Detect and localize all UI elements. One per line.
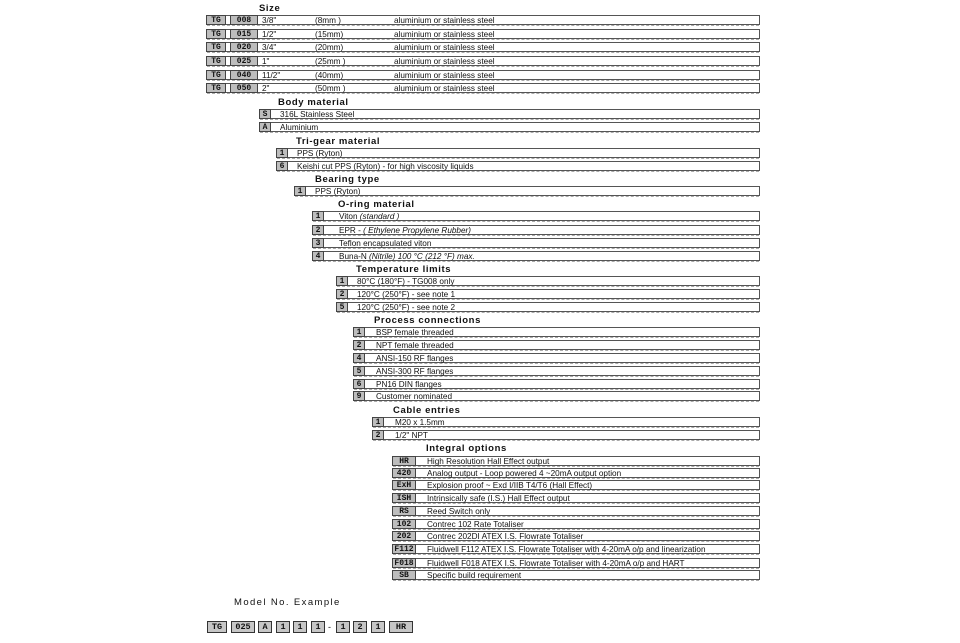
option-text bbox=[376, 392, 452, 401]
example-code-box: TG bbox=[207, 621, 227, 633]
trigear-material-row bbox=[276, 161, 760, 171]
cable-entries-heading: Cable entries bbox=[393, 405, 461, 416]
option-text bbox=[376, 367, 453, 376]
integral-options-row bbox=[392, 570, 760, 580]
option-code: 1 bbox=[312, 211, 324, 221]
option-label: High Resolution Hall Effect output bbox=[427, 457, 550, 466]
option-label: ANSI-300 RF flanges bbox=[376, 367, 454, 376]
option-code: ISH bbox=[392, 493, 416, 503]
size-mm: (50mm ) bbox=[315, 84, 346, 93]
oring-material-row bbox=[312, 251, 760, 261]
option-code: A bbox=[259, 122, 271, 132]
option-label: 80°C (180°F) - TG008 only bbox=[357, 277, 455, 286]
size-code: 025 bbox=[230, 56, 258, 66]
size-row bbox=[206, 42, 760, 52]
prefix-code: TG bbox=[206, 15, 226, 25]
option-code: 1 bbox=[336, 276, 348, 286]
integral-options-row bbox=[392, 493, 760, 503]
size-code: 020 bbox=[230, 42, 258, 52]
option-label: 120°C (250°F) - see note 1 bbox=[357, 290, 456, 299]
size-heading: Size bbox=[259, 3, 281, 14]
option-code: 1 bbox=[372, 417, 384, 427]
prefix-code: TG bbox=[206, 70, 226, 80]
option-text bbox=[395, 431, 428, 440]
option-label: Fluidwell F018 ATEX I.S. Flowrate Totaliser with 4-20mA o/p and HART bbox=[427, 559, 685, 568]
cable-entries-row bbox=[372, 430, 760, 440]
option-code: 2 bbox=[312, 225, 324, 235]
size-material: aluminium or stainless steel bbox=[394, 43, 495, 52]
option-label: PN16 DIN flanges bbox=[376, 380, 442, 389]
option-text bbox=[427, 571, 521, 580]
option-text bbox=[357, 290, 455, 299]
option-text bbox=[427, 507, 490, 516]
temperature-limits-row bbox=[336, 276, 760, 286]
integral-options-row bbox=[392, 531, 760, 541]
option-text bbox=[315, 187, 361, 196]
option-label: Buna-N bbox=[339, 252, 367, 261]
process-connections-row bbox=[353, 391, 760, 401]
option-code: SB bbox=[392, 570, 416, 580]
size-code: 040 bbox=[230, 70, 258, 80]
option-label: Specific build requirement bbox=[427, 571, 522, 580]
bearing-type-heading: Bearing type bbox=[315, 174, 380, 185]
option-note: ( Ethylene Propylene Rubber) bbox=[363, 226, 471, 235]
example-code-box: 1 bbox=[336, 621, 350, 633]
option-label: NPT female threaded bbox=[376, 341, 454, 350]
example-code-box: 1 bbox=[311, 621, 325, 633]
prefix-code: TG bbox=[206, 42, 226, 52]
size-inch: 2" bbox=[262, 84, 270, 93]
option-text bbox=[339, 252, 475, 261]
size-inch: 1/2" bbox=[262, 30, 277, 39]
size-mm: (20mm) bbox=[315, 43, 344, 52]
option-text bbox=[427, 494, 570, 503]
integral-options-row bbox=[392, 544, 760, 554]
size-row bbox=[206, 56, 760, 66]
example-code-box: 1 bbox=[276, 621, 290, 633]
integral-options-row bbox=[392, 480, 760, 490]
option-label: Contrec 202DI ATEX I.S. Flowrate Totaliser bbox=[427, 532, 584, 541]
option-label: Intrinsically safe (I.S.) Hall Effect output bbox=[427, 494, 570, 503]
prefix-code: TG bbox=[206, 29, 226, 39]
size-row bbox=[206, 70, 760, 80]
example-separator: - bbox=[328, 622, 331, 632]
size-material: aluminium or stainless steel bbox=[394, 16, 495, 25]
size-mm: (8mm ) bbox=[315, 16, 341, 25]
temperature-limits-row bbox=[336, 289, 760, 299]
option-code: ExH bbox=[392, 480, 416, 490]
option-text bbox=[297, 162, 474, 171]
integral-options-row bbox=[392, 468, 760, 478]
option-code: F112 bbox=[392, 544, 416, 554]
bearing-type-row bbox=[294, 186, 760, 196]
option-text bbox=[427, 545, 706, 554]
option-text bbox=[427, 469, 621, 478]
option-label: Fluidwell F112 ATEX I.S. Flowrate Totaliser with 4-20mA o/p and linearization bbox=[427, 545, 706, 554]
prefix-code: TG bbox=[206, 83, 226, 93]
process-connections-row bbox=[353, 327, 760, 337]
size-row bbox=[206, 83, 760, 93]
example-code-box: 1 bbox=[293, 621, 307, 633]
oring-material-row bbox=[312, 238, 760, 248]
option-code: 202 bbox=[392, 531, 416, 541]
option-code: RS bbox=[392, 506, 416, 516]
trigear-material-row bbox=[276, 148, 760, 158]
size-material: aluminium or stainless steel bbox=[394, 30, 495, 39]
option-label: Contrec 102 Rate Totaliser bbox=[427, 520, 524, 529]
model-example-label: Model No. Example bbox=[234, 597, 341, 608]
integral-options-row bbox=[392, 456, 760, 466]
oring-material-row bbox=[312, 211, 760, 221]
process-connections-heading: Process connections bbox=[374, 315, 481, 326]
option-text bbox=[427, 532, 583, 541]
option-code: 4 bbox=[312, 251, 324, 261]
size-inch: 3/8" bbox=[262, 16, 277, 25]
option-text bbox=[339, 212, 399, 221]
option-text bbox=[376, 380, 442, 389]
example-code-box: 1 bbox=[371, 621, 385, 633]
size-row bbox=[206, 15, 760, 25]
option-code: 6 bbox=[276, 161, 288, 171]
option-note: (standard ) bbox=[357, 212, 400, 221]
size-mm: (25mm ) bbox=[315, 57, 346, 66]
example-code-box: 2 bbox=[353, 621, 367, 633]
option-text bbox=[427, 520, 524, 529]
integral-options-row bbox=[392, 506, 760, 516]
integral-options-row bbox=[392, 519, 760, 529]
option-text bbox=[339, 226, 471, 235]
option-text bbox=[376, 354, 453, 363]
example-code-box: 025 bbox=[231, 621, 255, 633]
option-code: 5 bbox=[336, 302, 348, 312]
option-code: 2 bbox=[353, 340, 365, 350]
option-label: Teflon encapsulated viton bbox=[339, 239, 432, 248]
option-text bbox=[280, 110, 354, 119]
option-text bbox=[427, 481, 592, 490]
process-connections-row bbox=[353, 353, 760, 363]
option-label: PPS (Ryton) bbox=[315, 187, 361, 196]
size-row bbox=[206, 29, 760, 39]
option-code: 1 bbox=[353, 327, 365, 337]
process-connections-row bbox=[353, 340, 760, 350]
option-note: (Nitrile) 100 °C (212 °F) max. bbox=[366, 252, 475, 261]
oring-material-heading: O-ring material bbox=[338, 199, 415, 210]
integral-options-row bbox=[392, 558, 760, 568]
size-code: 050 bbox=[230, 83, 258, 93]
example-code-box: HR bbox=[389, 621, 413, 633]
option-label: Viton bbox=[339, 212, 358, 221]
option-code: 2 bbox=[372, 430, 384, 440]
option-label: Customer nominated bbox=[376, 392, 452, 401]
size-inch: 11/2" bbox=[262, 71, 281, 80]
option-text bbox=[427, 457, 549, 466]
option-code: F018 bbox=[392, 558, 416, 568]
option-code: 4 bbox=[353, 353, 365, 363]
option-code: HR bbox=[392, 456, 416, 466]
body-material-row bbox=[259, 109, 760, 119]
option-label: ANSI-150 RF flanges bbox=[376, 354, 454, 363]
example-code-box: A bbox=[258, 621, 272, 633]
process-connections-row bbox=[353, 366, 760, 376]
oring-material-row bbox=[312, 225, 760, 235]
option-text bbox=[297, 149, 343, 158]
option-code: S bbox=[259, 109, 271, 119]
option-code: 2 bbox=[336, 289, 348, 299]
option-text bbox=[280, 123, 318, 132]
option-label: Explosion proof ~ Exd I/IIB T4/T6 (Hall Effect) bbox=[427, 481, 593, 490]
option-text bbox=[357, 277, 454, 286]
option-code: 420 bbox=[392, 468, 416, 478]
option-text bbox=[376, 328, 454, 337]
size-mm: (15mm) bbox=[315, 30, 344, 39]
option-label: Aluminium bbox=[280, 123, 319, 132]
option-code: 102 bbox=[392, 519, 416, 529]
size-material: aluminium or stainless steel bbox=[394, 84, 495, 93]
size-inch: 3/4" bbox=[262, 43, 277, 52]
option-label: 1/2" NPT bbox=[395, 431, 428, 440]
option-code: 5 bbox=[353, 366, 365, 376]
size-material: aluminium or stainless steel bbox=[394, 71, 495, 80]
option-label: 120°C (250°F) - see note 2 bbox=[357, 303, 456, 312]
option-text bbox=[427, 559, 685, 568]
option-text bbox=[395, 418, 445, 427]
option-code: 1 bbox=[276, 148, 288, 158]
option-label: PPS (Ryton) bbox=[297, 149, 343, 158]
size-code: 008 bbox=[230, 15, 258, 25]
option-label: EPR - bbox=[339, 226, 364, 235]
option-code: 1 bbox=[294, 186, 306, 196]
process-connections-row bbox=[353, 379, 760, 389]
trigear-material-heading: Tri-gear material bbox=[296, 136, 381, 147]
option-text bbox=[376, 341, 454, 350]
option-label: 316L Stainless Steel bbox=[280, 110, 355, 119]
size-inch: 1" bbox=[262, 57, 270, 66]
size-mm: (40mm) bbox=[315, 71, 344, 80]
temperature-limits-heading: Temperature limits bbox=[356, 264, 452, 275]
body-material-heading: Body material bbox=[278, 97, 349, 108]
option-label: M20 x 1.5mm bbox=[395, 418, 445, 427]
size-code: 015 bbox=[230, 29, 258, 39]
body-material-row bbox=[259, 122, 760, 132]
option-code: 6 bbox=[353, 379, 365, 389]
option-label: BSP female threaded bbox=[376, 328, 454, 337]
option-text bbox=[339, 239, 431, 248]
option-code: 9 bbox=[353, 391, 365, 401]
prefix-code: TG bbox=[206, 56, 226, 66]
option-label: Analog output - Loop powered 4 ~20mA output option bbox=[427, 469, 622, 478]
option-text bbox=[357, 303, 455, 312]
option-label: Keishi cut PPS (Ryton) - for high viscosity liquids bbox=[297, 162, 474, 171]
option-code: 3 bbox=[312, 238, 324, 248]
cable-entries-row bbox=[372, 417, 760, 427]
size-material: aluminium or stainless steel bbox=[394, 57, 495, 66]
temperature-limits-row bbox=[336, 302, 760, 312]
option-label: Reed Switch only bbox=[427, 507, 491, 516]
integral-options-heading: Integral options bbox=[426, 443, 507, 454]
